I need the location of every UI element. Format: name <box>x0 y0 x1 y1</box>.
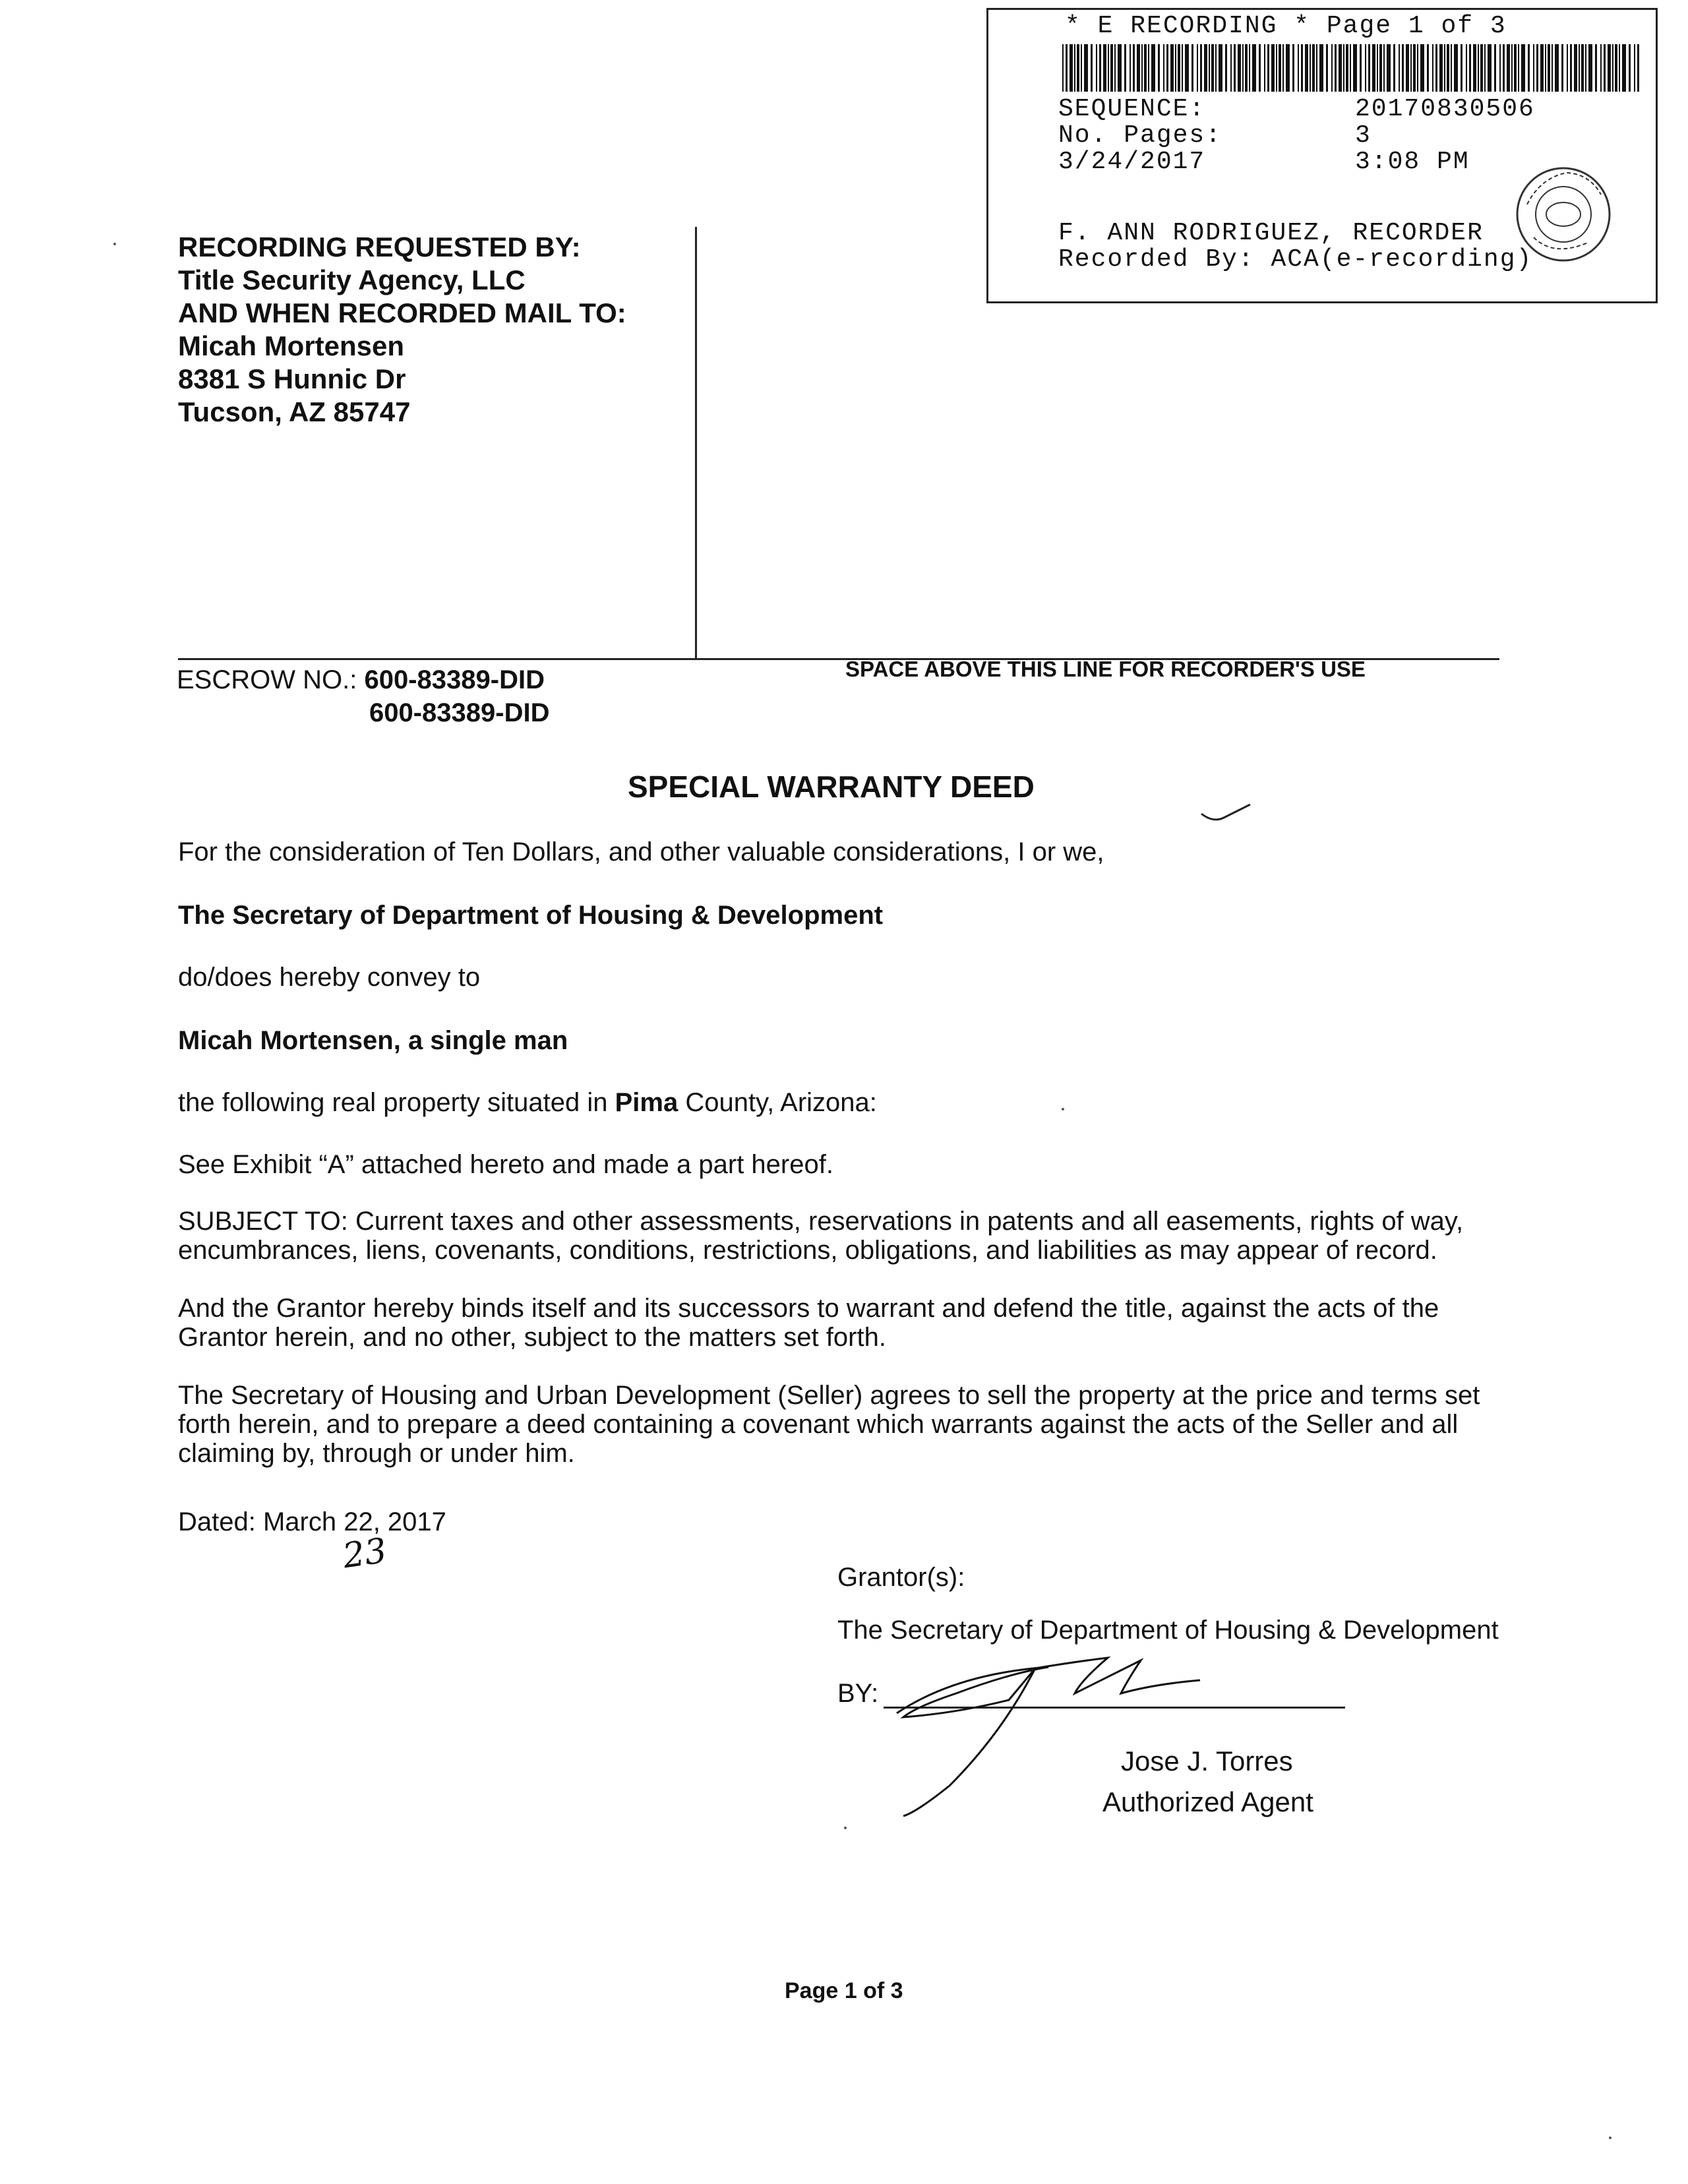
barcode-bar <box>1103 44 1106 92</box>
barcode-bar <box>1346 44 1348 92</box>
barcode-bar <box>1151 44 1155 92</box>
barcode-bar <box>1298 44 1299 92</box>
barcode-bar <box>1238 44 1241 92</box>
barcode-bar <box>1077 44 1079 92</box>
barcode-bar <box>1365 44 1366 92</box>
signer-name: Jose J. Torres <box>1121 1745 1293 1776</box>
dated-text: Dated: March 22, 2017 <box>178 1507 446 1536</box>
barcode-bar <box>1570 44 1572 92</box>
barcode-bar <box>1432 44 1433 92</box>
barcode-bar <box>1099 44 1101 92</box>
barcode-bar <box>1406 44 1409 92</box>
scan-speck <box>113 243 116 245</box>
barcode-bar <box>1561 44 1563 92</box>
barcode-bar <box>1439 44 1443 92</box>
barcode-bar <box>1579 44 1580 92</box>
escrow-number-repeat: 600-83389-DID <box>369 698 550 727</box>
barcode-bar <box>1503 44 1505 92</box>
barcode-bar <box>1242 44 1244 92</box>
barcode-bar <box>1473 44 1476 92</box>
barcode-bar <box>1478 44 1479 92</box>
requested-by-label: RECORDING REQUESTED BY: <box>178 231 581 262</box>
barcode-icon <box>1062 44 1643 92</box>
barcode-bar <box>1335 44 1337 92</box>
barcode-bar <box>1353 44 1357 92</box>
subject-to-text: SUBJECT TO: Current taxes and other assessments, reservations in patents and all easements, rights of way, encumbrances, liens, covenants, conditions, restrictions, obligations, and liabilities as may appear of record. <box>178 1207 1464 1265</box>
barcode-bar <box>1331 44 1333 92</box>
barcode-bar <box>1629 44 1631 92</box>
check-mark-icon <box>1200 803 1253 830</box>
barcode-bar <box>1230 44 1232 92</box>
barcode-bar <box>1282 44 1284 92</box>
barcode-bar <box>1518 44 1519 92</box>
barcode-bar <box>1555 44 1559 92</box>
barcode-bar <box>1393 44 1395 92</box>
barcode-bar <box>1484 44 1486 92</box>
barcode-bar <box>1368 44 1370 92</box>
barcode-bar <box>1084 44 1088 92</box>
barcode-bar <box>1215 44 1217 92</box>
barcode-bar <box>1252 44 1256 92</box>
barcode-bar <box>1413 44 1416 92</box>
barcode-bar <box>1548 44 1550 92</box>
convey-text: do/does hereby convey to <box>178 963 481 992</box>
barcode-bar <box>1528 44 1530 92</box>
barcode-bar <box>1066 44 1068 92</box>
barcode-bar <box>1480 44 1483 92</box>
barcode-bar <box>1185 44 1189 92</box>
barcode-bar <box>1178 44 1180 92</box>
barcode-bar <box>1170 44 1174 92</box>
barcode-bar <box>1339 44 1342 92</box>
barcode-bar <box>1070 44 1073 92</box>
barcode-bar <box>1494 44 1496 92</box>
barcode-bar <box>1604 44 1606 92</box>
property-text <box>178 1088 1503 1117</box>
barcode-bar <box>1276 44 1277 92</box>
barcode-bar <box>1259 44 1261 92</box>
consideration-text: For the consideration of Ten Dollars, and other valuable considerations, I or we, <box>178 837 1104 866</box>
barcode-bar <box>1130 44 1131 92</box>
barcode-bar <box>1343 44 1344 92</box>
barcode-bar <box>1469 44 1471 92</box>
sequence-value: 20170830506 <box>1355 95 1535 123</box>
property-post: County, Arizona: <box>685 1088 877 1117</box>
recorder-name: F. ANN RODRIGUEZ, RECORDER <box>1058 219 1484 247</box>
barcode-bar <box>1197 44 1198 92</box>
barcode-bar <box>1533 44 1534 92</box>
barcode-bar <box>1158 44 1160 92</box>
barcode-bar <box>1182 44 1183 92</box>
barcode-bar <box>1074 44 1075 92</box>
barcode-bar <box>1137 44 1140 92</box>
barcode-bar <box>1507 44 1510 92</box>
barcode-bar <box>1267 44 1269 92</box>
barcode-bar <box>1521 44 1525 92</box>
barcode-bar <box>1310 44 1311 92</box>
barcode-bar <box>1387 44 1391 92</box>
barcode-bar <box>1245 44 1248 92</box>
scan-speck <box>1062 1108 1064 1110</box>
barcode-bar <box>1585 44 1586 92</box>
barcode-bar <box>1540 44 1544 92</box>
barcode-bar <box>1399 44 1400 92</box>
barcode-bar <box>1286 44 1290 92</box>
barcode-bar <box>1511 44 1513 92</box>
barcode-bar <box>1454 44 1458 92</box>
barcode-bar <box>1427 44 1429 92</box>
barcode-bar <box>1461 44 1462 92</box>
binds-text: And the Grantor hereby binds itself and its successors to warrant and defend the title, against the acts of the Grantor herein, and no other, subject to the matters set forth. <box>178 1294 1439 1352</box>
barcode-bar <box>1567 44 1568 92</box>
handwritten-date-correction <box>340 1531 390 1580</box>
barcode-bar <box>1249 44 1250 92</box>
barcode-bar <box>1447 44 1449 92</box>
barcode-bar <box>1574 44 1577 92</box>
barcode-bar <box>1312 44 1315 92</box>
barcode-bar <box>1588 44 1592 92</box>
escrow-number: 600-83389-DID <box>364 665 545 694</box>
barcode-bar <box>1096 44 1097 92</box>
barcode-bar <box>1166 44 1168 92</box>
barcode-bar <box>1615 44 1617 92</box>
barcode-bar <box>1435 44 1437 92</box>
barcode-bar <box>1383 44 1385 92</box>
barcode-bar <box>1319 44 1323 92</box>
barcode-bar <box>1234 44 1236 92</box>
barcode-bar <box>1264 44 1265 92</box>
mail-to-name: Micah Mortensen <box>178 330 405 361</box>
recorded-by: Recorded By: ACA(e-recording) <box>1058 245 1533 274</box>
barcode-bar <box>1360 44 1362 92</box>
barcode-bar <box>1144 44 1147 92</box>
barcode-bar <box>1091 44 1093 92</box>
barcode-bar <box>1148 44 1149 92</box>
barcode-bar <box>1514 44 1517 92</box>
barcode-bar <box>1191 44 1193 92</box>
scan-speck <box>1609 2137 1612 2139</box>
barcode-bar <box>1619 44 1620 92</box>
by-label: BY: <box>837 1679 879 1708</box>
sequence-label: SEQUENCE: <box>1058 95 1206 123</box>
barcode-bar <box>1081 44 1082 92</box>
barcode-bar <box>1211 44 1214 92</box>
barcode-bar <box>1271 44 1275 92</box>
barcode-bar <box>1402 44 1404 92</box>
barcode-bar <box>1600 44 1602 92</box>
barcode-bar <box>1204 44 1207 92</box>
barcode-bar <box>1581 44 1584 92</box>
recording-requested-block <box>178 231 626 429</box>
mail-to-street: 8381 S Hunnic Dr <box>178 363 406 394</box>
barcode-bar <box>1114 44 1116 92</box>
barcode-bar <box>1410 44 1412 92</box>
barcode-bar <box>1175 44 1176 92</box>
barcode-bar <box>1200 44 1202 92</box>
barcode-bar <box>1634 44 1635 92</box>
grantee-name: Micah Mortensen, a single man <box>178 1026 568 1055</box>
signer-title: Authorized Agent <box>1102 1786 1313 1817</box>
grantor-name: The Secretary of Department of Housing & Development <box>178 901 884 930</box>
barcode-bar <box>1108 44 1109 92</box>
stamp-header: * E RECORDING * Page 1 of 3 <box>1065 12 1507 40</box>
barcode-bar <box>1377 44 1378 92</box>
pages-value: 3 <box>1355 121 1372 150</box>
barcode-bar <box>1305 44 1308 92</box>
grantor-signature-name: The Secretary of Department of Housing & Development <box>837 1616 1499 1645</box>
county-seal-icon <box>1514 165 1613 264</box>
barcode-bar <box>1637 44 1639 92</box>
record-date: 3/24/2017 <box>1058 148 1206 176</box>
barcode-bar <box>1163 44 1164 92</box>
barcode-bar <box>1622 44 1626 92</box>
barcode-bar <box>1466 44 1467 92</box>
barcode-bar <box>1301 44 1303 92</box>
barcode-bar <box>1118 44 1122 92</box>
barcode-bar <box>1350 44 1351 92</box>
barcode-bar <box>1124 44 1126 92</box>
barcode-bar <box>1110 44 1113 92</box>
barcode-bar <box>1451 44 1452 92</box>
scan-speck <box>844 1827 847 1829</box>
property-pre: the following real property situated in <box>178 1088 608 1117</box>
barcode-bar <box>1536 44 1538 92</box>
barcode-bar <box>1316 44 1317 92</box>
barcode-bar <box>1209 44 1210 92</box>
barcode-bar <box>1379 44 1382 92</box>
requested-by-agency: Title Security Agency, LLC <box>178 264 526 295</box>
barcode-bar <box>1420 44 1424 92</box>
exhibit-text: See Exhibit “A” attached hereto and made a part hereof. <box>178 1150 833 1179</box>
pages-label: No. Pages: <box>1058 121 1222 150</box>
space-above-note: SPACE ABOVE THIS LINE FOR RECORDER'S USE <box>845 657 1366 681</box>
barcode-bar <box>1225 44 1227 92</box>
barcode-bar <box>1612 44 1613 92</box>
barcode-bar <box>1219 44 1222 92</box>
escrow-label: ESCROW NO.: <box>177 665 357 694</box>
secretary-text: The Secretary of Housing and Urban Development (Seller) agrees to sell the property at the price and terms set forth herein, and to prepare a deed containing a covenant which warrants against the acts of the Seller and all claiming by, through or under him. <box>178 1381 1480 1468</box>
mail-to-label: AND WHEN RECORDED MAIL TO: <box>178 297 626 328</box>
deed-title: SPECIAL WARRANTY DEED <box>628 770 1035 804</box>
barcode-bar <box>1133 44 1135 92</box>
escrow-block <box>177 663 550 727</box>
barcode-bar <box>1595 44 1597 92</box>
mail-to-city: Tucson, AZ 85747 <box>178 396 411 427</box>
barcode-bar <box>1444 44 1445 92</box>
barcode-bar <box>1279 44 1281 92</box>
record-time: 3:08 PM <box>1355 148 1470 176</box>
barcode-bar <box>1499 44 1501 92</box>
barcode-bar <box>1292 44 1294 92</box>
barcode-bar <box>1141 44 1143 92</box>
barcode-bar <box>1552 44 1553 92</box>
page-number: Page 1 of 3 <box>785 1978 903 2003</box>
barcode-bar <box>1062 44 1064 92</box>
barcode-bar <box>1372 44 1375 92</box>
barcode-bar <box>1326 44 1328 92</box>
recorder-area-divider <box>695 227 697 659</box>
barcode-bar <box>1545 44 1546 92</box>
grantors-label: Grantor(s): <box>837 1563 965 1592</box>
date-correction-text: 23 <box>340 1531 390 1577</box>
barcode-bar <box>1608 44 1611 92</box>
property-county: Pima <box>615 1088 678 1117</box>
barcode-bar <box>1488 44 1492 92</box>
barcode-bar <box>1417 44 1418 92</box>
